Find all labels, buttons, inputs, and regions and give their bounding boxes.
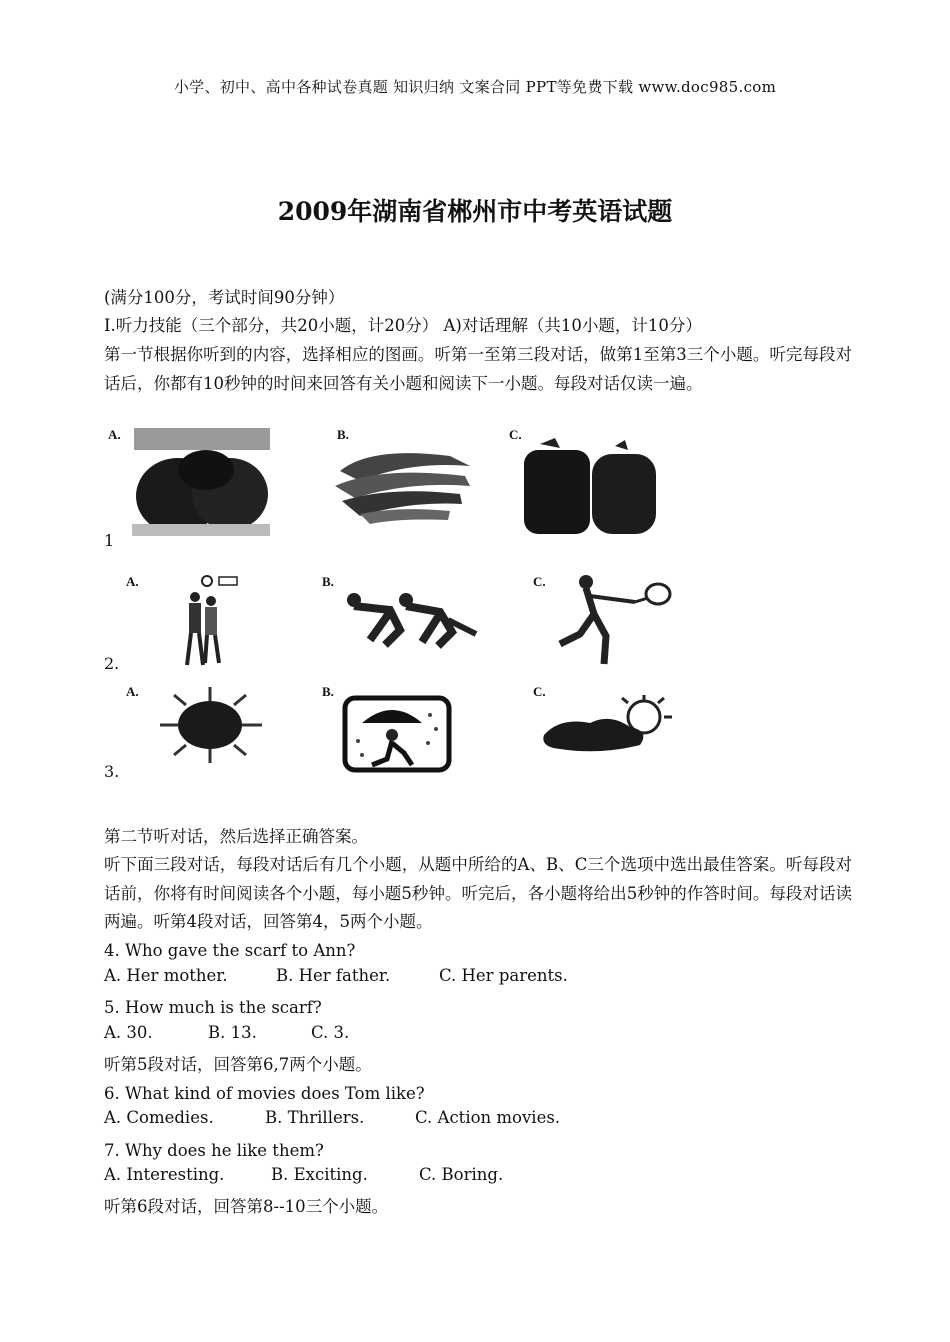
q2-option-b-label: B. [322, 574, 334, 589]
tennis-player-icon [550, 574, 675, 666]
question-7-option-a: A. Interesting. [104, 1165, 225, 1184]
q3-option-c-label: C. [533, 684, 546, 699]
question-5-text: 5. How much is the scarf? [104, 998, 322, 1017]
question-7-text: 7. Why does he like them? [104, 1141, 324, 1160]
basketball-players-icon [175, 575, 240, 670]
score-time: (满分100分，考试时间90分钟） [104, 288, 345, 307]
q1-option-a-label: A. [108, 427, 121, 442]
question-7-option-c: C. Boring. [419, 1165, 504, 1184]
q3-option-a-label: A. [126, 684, 139, 699]
page-title: 2009年湖南省郴州市中考英语试题 [277, 197, 673, 226]
dialogue-5-instruction: 听第5段对话，回答第6,7两个小题。 [104, 1055, 372, 1074]
part2-heading: 第二节听对话，然后选择正确答案。 [104, 827, 368, 846]
question-5-option-a: A. 30. [104, 1023, 153, 1042]
q2-option-c-label: C. [533, 574, 546, 589]
peppers-icon [520, 434, 660, 538]
question-1-number: 1 [104, 531, 115, 550]
part2-instructions: 听下面三段对话，每段对话后有几个小题，从题中所给的A、B、C三个选项中选出最佳答案。听每段对话前，你将有时间阅读各个小题，每小题5秒钟。听完后，各小题将给出5秒钟的作答时间。每段对话读两遍。听第4段对话，回答第4，5两个小题。 [104, 855, 852, 931]
question-6-option-a: A. Comedies. [104, 1108, 214, 1127]
question-6-text: 6. What kind of movies does Tom like? [104, 1084, 425, 1103]
question-5-option-b: B. 13. [208, 1023, 257, 1042]
question-4-option-a: A. Her mother. [104, 966, 228, 985]
question-4-option-c: C. Her parents. [439, 966, 568, 985]
dialogue-6-instruction: 听第6段对话，回答第8--10三个小题。 [104, 1197, 389, 1216]
cloud-sun-icon [540, 695, 680, 755]
runners-icon [340, 590, 480, 650]
sun-icon [150, 685, 270, 765]
section-heading: I.听力技能（三个部分，共20小题，计20分） A)对话理解（共10小题，计10分） [104, 316, 702, 335]
question-6-option-b: B. Thrillers. [265, 1108, 365, 1127]
rain-umbrella-icon [342, 695, 452, 773]
bananas-icon [330, 436, 480, 526]
part1-instructions: 第一节根据你听到的内容，选择相应的图画。听第一至第三段对话，做第1至第3三个小题。听完每段对话后，你都有10秒钟的时间来回答有关小题和阅读下一小题。每段对话仅读一遍。 [104, 345, 852, 393]
q1-option-b-label: B. [337, 427, 349, 442]
question-2-number: 2. [104, 654, 120, 673]
question-7-option-b: B. Exciting. [271, 1165, 368, 1184]
page-header: 小学、初中、高中各种试卷真题 知识归纳 文案合同 PPT等免费下载 www.doc985.com [173, 78, 777, 96]
question-5-option-c: C. 3. [311, 1023, 350, 1042]
q3-option-b-label: B. [322, 684, 334, 699]
question-3-number: 3. [104, 762, 120, 781]
apples-icon [130, 426, 272, 538]
q2-option-a-label: A. [126, 574, 139, 589]
question-6-option-c: C. Action movies. [415, 1108, 561, 1127]
q1-option-c-label: C. [509, 427, 522, 442]
question-4-option-b: B. Her father. [276, 966, 391, 985]
question-4-text: 4. Who gave the scarf to Ann? [104, 941, 356, 960]
